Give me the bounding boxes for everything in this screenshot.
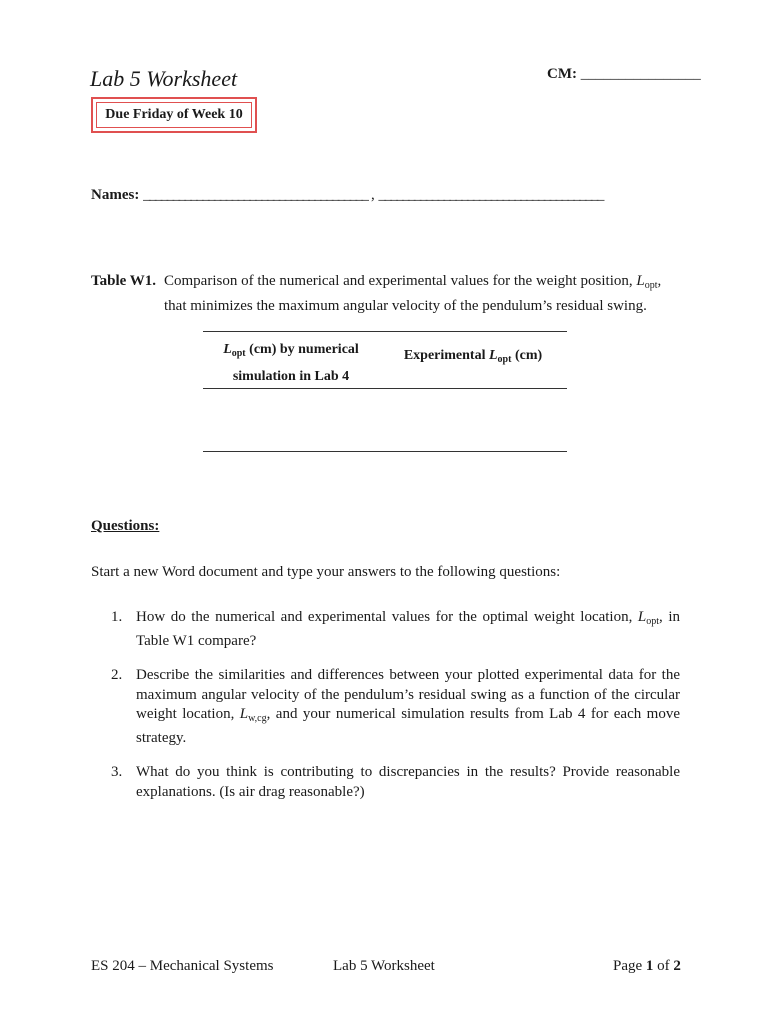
names-label: Names: xyxy=(91,187,140,203)
table-header-experimental: Experimental $L_{opt}$ (cm) xyxy=(403,348,543,365)
due-date-text: Due Friday of Week 10 xyxy=(96,102,252,128)
footer-course: ES 204 – Mechanical Systems xyxy=(91,958,274,974)
table-header-numerical: $L_{opt}$ (cm) by numerical simulation in Lab 4 xyxy=(223,342,359,384)
cm-label: CM: xyxy=(547,66,577,82)
footer-page-number: Page 1 of 2 xyxy=(613,958,681,974)
table-top-rule xyxy=(203,331,567,332)
table-bottom-rule xyxy=(203,451,567,452)
footer-doc-title: Lab 5 Worksheet xyxy=(333,958,435,974)
table-label: Table W1. xyxy=(91,273,157,289)
page-title: Lab 5 Worksheet xyxy=(90,66,238,91)
table-header-rule xyxy=(203,388,567,389)
cm-blank: ________________ xyxy=(580,66,701,82)
table-caption-text: Comparison of the numerical and experimental values for the weight position, $L_{opt}$, that minimizes the maximum angular velocity of the pendulum’s residual swing. xyxy=(164,273,662,314)
questions-intro: Start a new Word document and type your answers to the following questions: xyxy=(91,564,561,580)
due-date-box xyxy=(91,97,257,133)
names-blank-1: ______________________________________ xyxy=(143,187,368,203)
names-separator: , xyxy=(371,187,375,203)
names-blank-2: ______________________________________ xyxy=(378,187,603,203)
names-field xyxy=(91,187,603,204)
questions-heading: Questions: xyxy=(91,518,160,534)
cm-field xyxy=(547,66,701,83)
